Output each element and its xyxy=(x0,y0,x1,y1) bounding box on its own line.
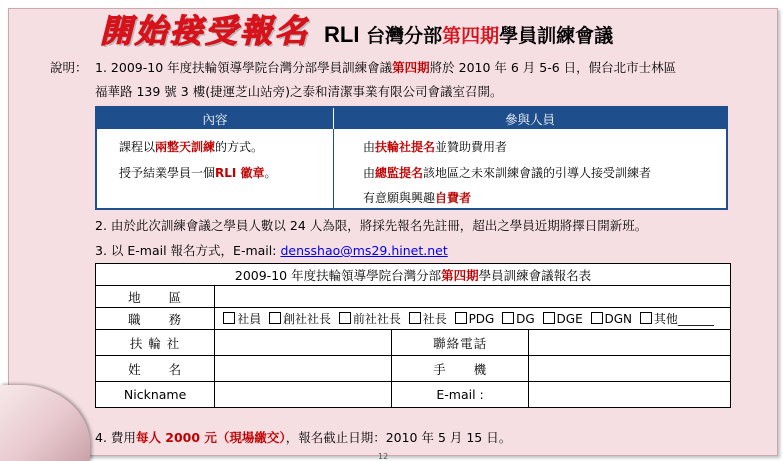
email-field[interactable] xyxy=(529,382,731,408)
mobile-field[interactable] xyxy=(529,356,731,382)
info-box-header xyxy=(97,108,726,129)
item-2: 2. 由於此次訓練會議之學員人數以 24 人為限，將採先報名先註冊，超出之學員近期將擇日開新班。 xyxy=(95,218,648,233)
form-title: 2009-10 年度扶輪領導學院台灣分部第四期學員訓練會議報名表 xyxy=(96,264,731,286)
position-options: 社員 創社社長 前社社長 社長 PDG DG DGE DGN 其他______ xyxy=(215,308,731,330)
content-row-1: 課程以兩整天訓練的方式。 xyxy=(119,140,264,154)
header-participants: 參與人員 xyxy=(504,111,555,127)
checkbox-dgn[interactable] xyxy=(591,312,603,324)
item-3: 3. 以 E-mail 報名方式，E-mail: densshao@ms29.hinet.net xyxy=(95,243,448,258)
title-branch: 台灣分部 xyxy=(366,25,443,47)
participant-row-3: 有意願與興趣自費者 xyxy=(363,191,472,205)
nickname-label: Nickname xyxy=(96,382,215,408)
email-link[interactable]: densshao@ms29.hinet.net xyxy=(280,243,448,258)
checkbox-charter-president[interactable] xyxy=(269,312,281,324)
title-event xyxy=(324,21,613,48)
registration-form xyxy=(95,263,731,408)
position-label: 職 務 xyxy=(96,308,215,330)
club-label: 扶 輪 社 xyxy=(96,330,215,356)
form-row-name xyxy=(96,356,731,382)
title-session: 第四期 xyxy=(442,25,500,47)
form-row-nickname xyxy=(96,382,731,408)
header-content: 內容 xyxy=(97,108,334,129)
other-blank[interactable]: ______ xyxy=(677,312,714,326)
club-field[interactable] xyxy=(215,330,392,356)
checkbox-dg[interactable] xyxy=(502,312,514,324)
participant-row-2: 由總監提名該地區之未來訓練會議的引導人接受訓練者 xyxy=(363,166,652,180)
form-row-region xyxy=(96,286,731,308)
checkbox-other[interactable] xyxy=(640,312,652,324)
title-start-registration: 開始接受報名 xyxy=(100,12,311,50)
info-box-divider xyxy=(333,129,334,208)
name-field[interactable] xyxy=(215,356,392,382)
item-1-line-2: 福華路 139 號 3 樓(捷運芝山站旁)之泰和清潔事業有限公司會議室召開。 xyxy=(95,84,503,99)
checkbox-member[interactable] xyxy=(223,312,235,324)
checkbox-president[interactable] xyxy=(409,312,421,324)
form-title-row xyxy=(96,264,731,286)
info-box xyxy=(95,106,728,210)
region-field[interactable] xyxy=(215,286,731,308)
nickname-field[interactable] xyxy=(215,382,392,408)
title-rli: RLI xyxy=(324,22,360,47)
content-row-2: 授予結業學員一個RLI 徽章。 xyxy=(119,166,277,180)
item-4: 4. 費用每人 2000 元（現場繳交），報名截止日期：2010 年 5 月 15 日。 xyxy=(95,430,512,445)
page-title xyxy=(100,6,614,50)
item-1-line-1: 1. 2009-10 年度扶輪領導學院台灣分部學員訓練會議第四期將於 2010 年 6 月 5-6 日，假台北市士林區 xyxy=(95,60,677,75)
checkbox-dge[interactable] xyxy=(543,312,555,324)
mobile-label: 手 機 xyxy=(392,356,529,382)
title-meeting: 學員訓練會議 xyxy=(499,25,614,47)
form-row-position xyxy=(96,308,731,330)
checkbox-past-president[interactable] xyxy=(339,312,351,324)
page-number: 12 xyxy=(378,452,389,461)
name-label: 姓 名 xyxy=(96,356,215,382)
form-row-club xyxy=(96,330,731,356)
phone-field[interactable] xyxy=(529,330,731,356)
email-label: E-mail : xyxy=(392,382,529,408)
region-label: 地 區 xyxy=(96,286,215,308)
checkbox-pdg[interactable] xyxy=(455,312,467,324)
intro-label: 說明： xyxy=(50,60,88,75)
participant-row-1: 由扶輪社提名並贊助費用者 xyxy=(363,140,508,154)
phone-label: 聯絡電話 xyxy=(392,330,529,356)
